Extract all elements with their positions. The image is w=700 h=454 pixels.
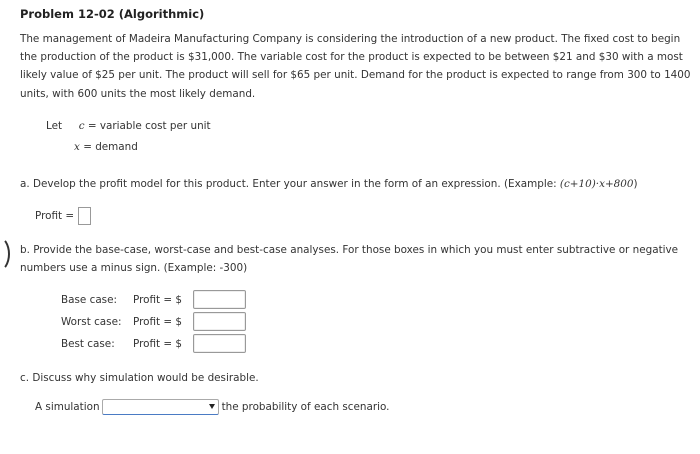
worst-case-row	[61, 312, 246, 331]
bracket-decoration	[0, 236, 10, 272]
chevron-down-icon	[209, 404, 215, 409]
profit-label: Profit =	[35, 210, 75, 222]
base-case-label: Base case:	[61, 293, 117, 306]
best-case-label: Best case:	[61, 337, 115, 350]
profit-expression-input[interactable]	[78, 207, 91, 225]
let-row-x	[74, 141, 138, 153]
part-a-question	[20, 178, 638, 190]
worst-case-input[interactable]	[193, 312, 246, 331]
part-a-suffix: )	[633, 178, 638, 190]
best-case-row	[61, 334, 246, 353]
best-case-profit-label: Profit = $	[133, 337, 183, 350]
simulation-dropdown[interactable]	[102, 399, 219, 415]
let-row-c	[46, 120, 211, 132]
x-definition: = demand	[83, 141, 138, 153]
base-case-row	[61, 290, 246, 309]
simulation-suffix: the probability of each scenario.	[221, 401, 390, 413]
problem-description: The management of Madeira Manufacturing Company is considering the introduction of a new product. The fixed cost to begin the production of the product is $31,000. The variable cost for the product is expected to be between $21 and $30 with a most likely value of $25 per unit. The product will sell for $65 per unit. Demand for the product is expected to range from 300 to 1400 units, with 600 units the most likely demand.	[20, 33, 691, 100]
part-b-question: b. Provide the base-case, worst-case and best-case analyses. For those boxes in which you must enter subtractive or negative numbers use a minus sign. (Example: -300)	[20, 244, 679, 274]
let-label: Let	[46, 120, 63, 132]
worst-case-label: Worst case:	[61, 315, 122, 328]
simulation-prefix: A simulation	[35, 401, 100, 413]
part-a-example: (c+10)·x+800	[559, 178, 634, 190]
part-c-question: c. Discuss why simulation would be desirable.	[20, 372, 259, 384]
part-a-answer-row	[35, 207, 91, 225]
c-definition: = variable cost per unit	[87, 120, 211, 132]
part-a-prefix: a. Develop the profit model for this product. Enter your answer in the form of an expression. (Example:	[20, 178, 560, 190]
part-c-answer-row	[35, 399, 389, 415]
base-case-input[interactable]	[193, 290, 246, 309]
c-variable: c	[78, 120, 85, 132]
problem-title: Problem 12-02 (Algorithmic)	[20, 7, 205, 21]
base-case-profit-label: Profit = $	[133, 293, 183, 306]
x-variable: x	[74, 141, 80, 153]
best-case-input[interactable]	[193, 334, 246, 353]
worst-case-profit-label: Profit = $	[133, 315, 183, 328]
